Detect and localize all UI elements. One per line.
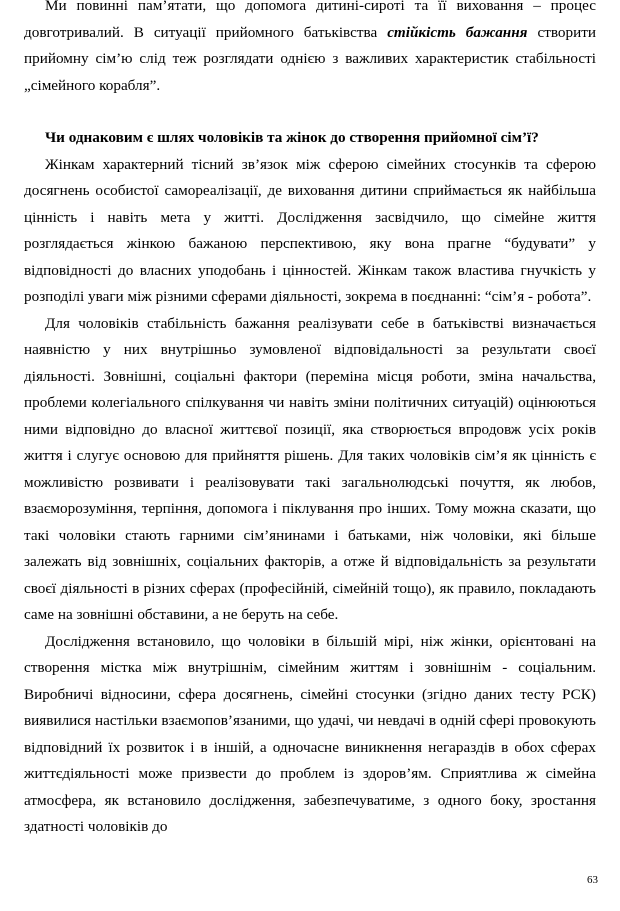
page-number: 63: [587, 874, 598, 886]
emphasis-stability-of-desire: стійкість бажання: [387, 23, 528, 41]
document-page: [24, 0, 596, 841]
paragraph-research: Дослідження встановило, що чоловіки в більшій мірі, ніж жінки, орієнтовані на створення містка між внутрішнім, сімейним життям і зовнішнім - соціальним. Виробничі відносини, сфера досягнень, сімейні стосунки (згідно даних тесту РСК) виявилися настільки взаємопов’язаними, що удачі, чи невдачі в одній сфері провокують відповідний їх розвиток і в іншій, а одночасне виникнення негараздів в обох сферах життєдіяльності може призвести до проблем із здоров’ям. Сприятлива ж сімейна атмосфера, як встановило дослідження, забезпечуватиме, з одного боку, зростання здатності чоловіків до: [24, 632, 596, 835]
paragraph-intro-text-end: створити прийомну сім’ю слід теж розглядати однією з важливих характеристик стабільності „сімейного корабля”.: [24, 23, 596, 94]
paragraph-women: Жінкам характерний тісний зв’язок між сферою сімейних стосунків та сферою досягнень особистої самореалізації, де виховання дитини сприймається як найбільша цінність і навіть мета у житті. Дослідження засвідчило, що сімейне життя розглядається жінкою бажаною перспективою, яку вона прагне “будувати” у відповідності до власних уподобань і цінностей. Жінкам також властива гнучкість у розподілі уваги між різними сферами діяльності, зокрема в поєднанні: “сім’я - робота”.: [24, 155, 596, 305]
paragraph-men: Для чоловіків стабільність бажання реалізувати себе в батьківстві визначається наявністю у них внутрішньо зумовленої відповідальності за результати своєї діяльності. Зовнішні, соціальні фактори (переміна місця роботи, зміна начальства, проблеми колегіального спілкування чи навіть зміни політичних ситуацій) оцінюються ними відповідно до власної життєвої позиції, яка створюється впродовж усіх років життя і слугує основою для прийняття рішень. Для таких чоловіків сім’я як цінність є можливістю розвивати і реалізовувати такі загальнолюдські почуття, як любов, взаєморозуміння, терпіння, допомога і піклування про інших. Тому можна сказати, що такі чоловіки стають гарними сім’янинами і батьками, ніж чоловіки, які більше залежать від зовнішніх, соціальних факторів, а отже й відповідальність за результати своєї діяльності в різних сферах (професійній, сімейній тощо), як правило, покладають саме на зовнішні обставини, а не беруть на себе.: [24, 314, 596, 623]
paragraph-intro-text-start: Ми повинні пам’ятати, що допомога дитині-сироті та її виховання – процес довготривалий. В ситуації прийомного батьківства: [24, 0, 596, 41]
paragraph-intro: [24, 0, 596, 99]
section-heading: Чи однаковим є шлях чоловіків та жінок до створення прийомної сім’ї?: [45, 129, 539, 146]
